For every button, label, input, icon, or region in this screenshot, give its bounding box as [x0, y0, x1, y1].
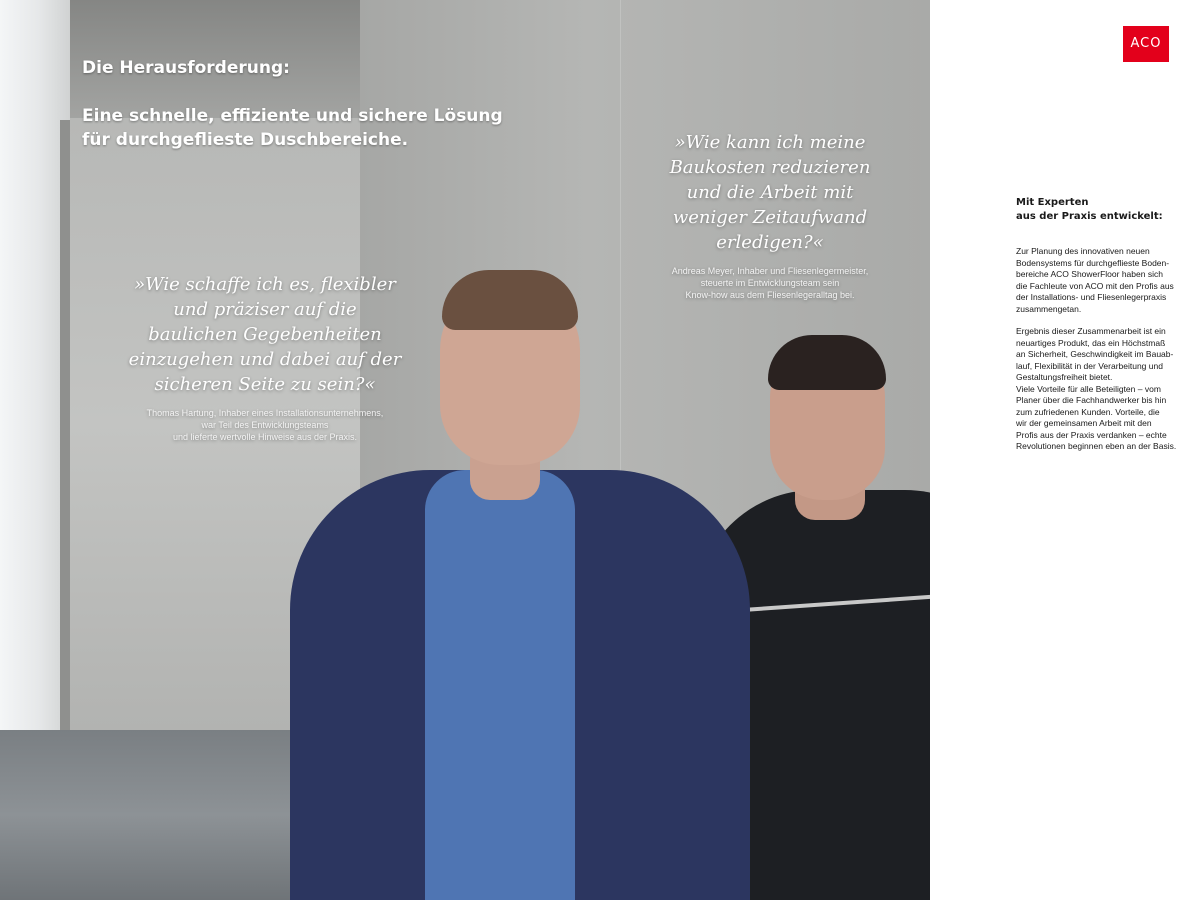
body-line: zum zufriedenen Kunden. Vorteile, die	[1016, 406, 1160, 417]
quote-line: und präziser auf die	[173, 299, 357, 320]
credit-line: Thomas Hartung, Inhaber eines Installationsunternehmens,	[146, 408, 384, 418]
headline-title-line: für durchgeflieste Duschbereiche.	[82, 130, 409, 150]
credit-line: steuerte im Entwicklungsteam sein	[700, 278, 840, 288]
body-line: bereiche ACO ShowerFloor haben sich	[1016, 269, 1163, 279]
quote-line: erledigen?«	[716, 232, 824, 253]
quote-line: baulichen Gegebenheiten	[148, 324, 382, 345]
quote-line: und die Arbeit mit	[686, 182, 854, 203]
credit-line: Andreas Meyer, Inhaber und Fliesenlegermeister,	[671, 266, 869, 276]
expert-info-column	[1016, 196, 1184, 453]
body-line: Profis aus der Praxis verdanken – echte	[1016, 429, 1167, 440]
column-heading	[1016, 196, 1184, 224]
credit-line: war Teil des Entwicklungsteams	[201, 420, 329, 430]
quote-hartung	[120, 272, 410, 443]
body-line: zusammengetan.	[1016, 303, 1082, 314]
quote-text	[650, 130, 890, 255]
quote-line: »Wie schaffe ich es, flexibler	[134, 274, 396, 295]
quote-line: sicheren Seite zu sein?«	[154, 374, 376, 395]
person-left-polo	[425, 470, 575, 900]
body-line: der Installations- und Fliesenlegerpraxis	[1016, 292, 1167, 302]
quote-line: einzugehen und dabei auf der	[128, 349, 402, 370]
headline-block	[82, 56, 542, 152]
body-line: an Sicherheit, Geschwindigkeit im Bauab-	[1016, 349, 1174, 359]
person-right-hair	[768, 335, 886, 390]
aco-logo: ACO	[1123, 26, 1169, 62]
body-line: Zur Planung des innovativen neuen	[1016, 246, 1150, 256]
quote-text	[120, 272, 410, 397]
body-line: die Fachleute von ACO mit den Profis aus	[1016, 280, 1174, 291]
column-heading-line: Mit Experten	[1016, 197, 1089, 208]
quote-credit	[120, 407, 410, 443]
person-left-hair	[442, 270, 578, 330]
headline-kicker: Die Herausforderung:	[82, 58, 290, 78]
body-line: Planer über die Fachhandwerker bis hin	[1016, 395, 1167, 405]
body-paragraph	[1016, 326, 1184, 453]
quote-meyer	[650, 130, 890, 301]
headline-title	[82, 104, 542, 152]
body-line: Gestaltungsfreiheit bietet.	[1016, 372, 1113, 382]
column-heading-line: aus der Praxis entwickelt:	[1016, 211, 1163, 222]
quote-credit	[650, 265, 890, 301]
body-line: lauf, Flexibilität in der Verarbeitung und	[1016, 360, 1163, 371]
body-line: Viele Vorteile für alle Beteiligten – vom	[1016, 383, 1161, 394]
body-line: Revolutionen beginnen eben an der Basis.	[1016, 441, 1177, 451]
body-line: neuartiges Produkt, das ein Höchstmaß	[1016, 337, 1166, 348]
body-line: Ergebnis dieser Zusammenarbeit ist ein	[1016, 326, 1166, 336]
credit-line: Know-how aus dem Fliesenlegeralltag bei.	[685, 290, 855, 300]
quote-line: Baukosten reduzieren	[669, 157, 871, 178]
quote-line: »Wie kann ich meine	[674, 132, 866, 153]
body-paragraph	[1016, 246, 1184, 315]
credit-line: und lieferte wertvolle Hinweise aus der Praxis.	[172, 432, 358, 442]
headline-title-line: Eine schnelle, effiziente und sichere Lösung	[82, 106, 503, 126]
quote-line: weniger Zeitaufwand	[672, 207, 868, 228]
body-line: wir der gemeinsamen Arbeit mit den	[1016, 418, 1152, 428]
wall-edge	[60, 120, 70, 730]
body-line: Bodensystems für durchgeflieste Boden-	[1016, 257, 1170, 268]
